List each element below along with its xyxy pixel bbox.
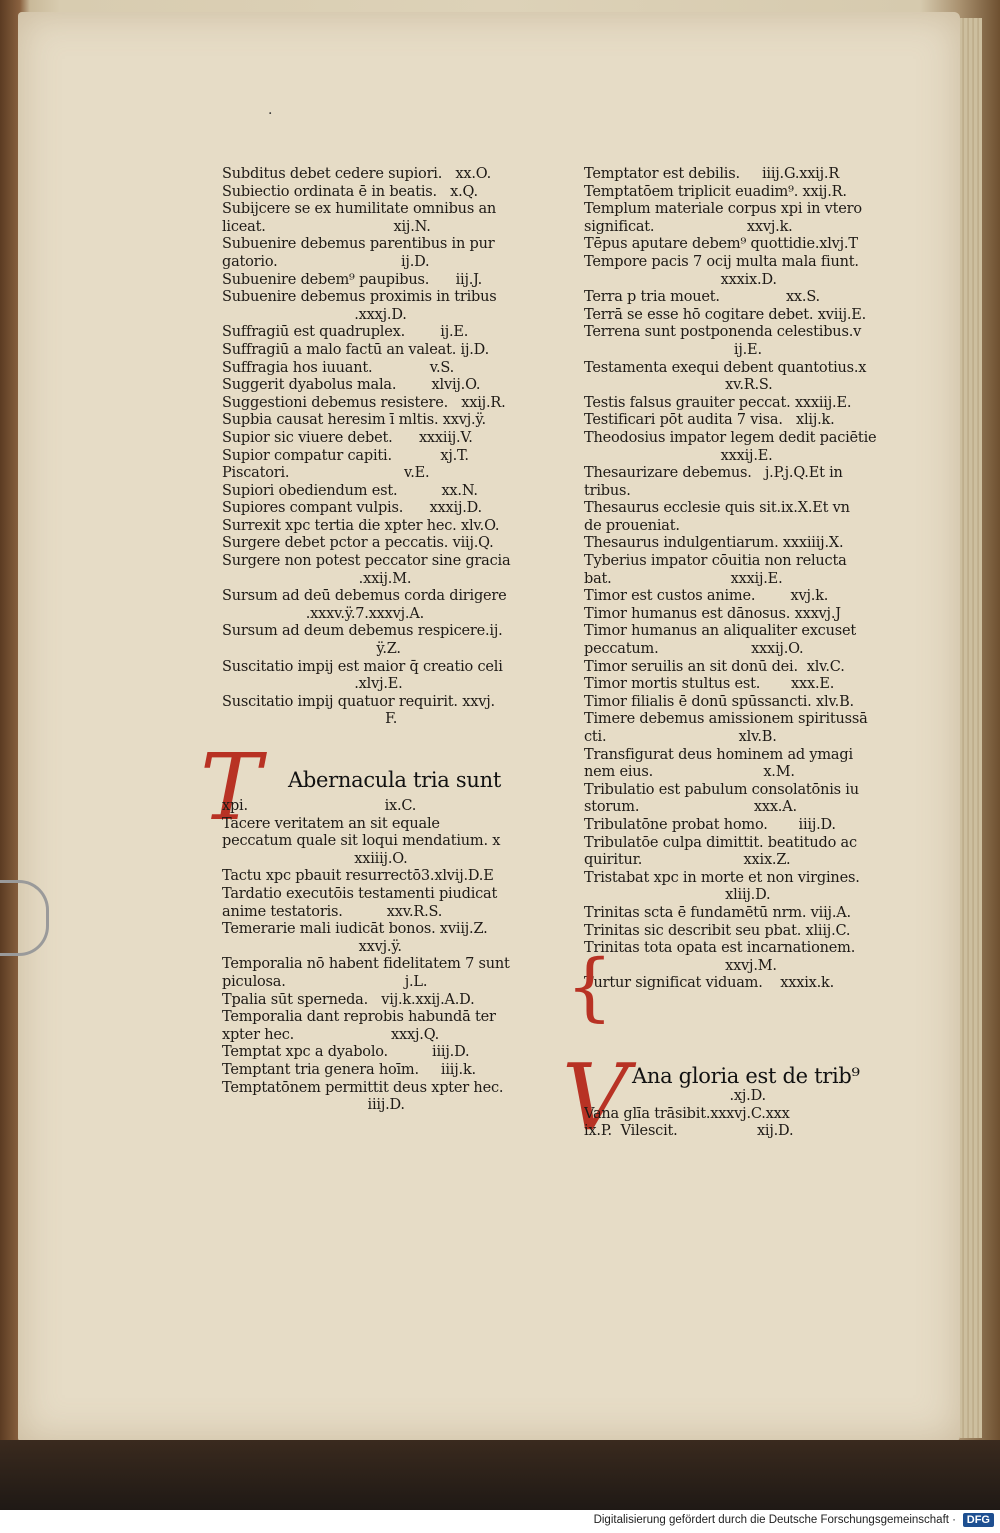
index-entry: Subijcere se ex humilitate omnibus an xyxy=(222,201,497,218)
index-entry: Vana glīa trāsibit.xxxvj.C.xxx xyxy=(584,1105,790,1122)
index-entry: Testis falsus grauiter peccat. xxxiij.E. xyxy=(584,394,852,411)
page-edges xyxy=(960,18,982,1438)
index-entry: Subiectio ordinata ē in beatis. x.Q. xyxy=(222,183,478,200)
index-entry: Supior compatur capiti. xj.T. xyxy=(222,447,469,464)
index-entry: Transfigurat deus hominem ad ymagi xyxy=(584,746,853,763)
index-entry: Tpalia sūt sperneda. vij.k.xxij.A.D. xyxy=(222,991,475,1008)
index-entry: Thesaurus ecclesie quis sit.ix.X.Et vn xyxy=(584,500,850,517)
index-entry: Supiores compant vulpis. xxxij.D. xyxy=(222,500,482,517)
index-entry: Surgere non potest peccator sine gracia xyxy=(222,553,511,570)
index-entry: Supbia causat heresim ī mltis. xxvj.ÿ. xyxy=(222,412,486,429)
footer-bar xyxy=(0,1510,1000,1533)
index-entry: Suffragiū a malo factū an valeat. ij.D. xyxy=(222,341,489,358)
index-entry: Suffragia hos iuuant. v.S. xyxy=(222,359,455,376)
index-entry: Suscitatio impij est maior q̄ creatio celi xyxy=(222,658,503,675)
left-column xyxy=(222,166,514,729)
index-entry: Temptator est debilis. iiij.G.xxij.R xyxy=(584,166,840,182)
initial-letter-v: V xyxy=(562,1044,629,1151)
index-entry: Templum materiale corpus xpi in vtero xyxy=(584,201,862,218)
left-entries-a xyxy=(222,166,514,729)
index-entry: Tribulatōne probat homo. iiij.D. xyxy=(584,816,836,833)
index-entry: nem eius. x.M. xyxy=(584,764,795,781)
index-entry: Tempore pacis 7 ocij multa mala fiunt. xyxy=(584,253,859,270)
index-entry: de proueniat. xyxy=(584,517,680,534)
index-entry: tribus. xyxy=(584,482,631,499)
index-entry: Terrena sunt postponenda celestibus.v xyxy=(584,324,862,341)
index-entry: Tribulatōe culpa dimittit. beatitudo ac xyxy=(584,834,857,851)
index-entry: Temporalia dant reprobis habundā ter xyxy=(222,1009,496,1026)
index-entry: ÿ.Z. xyxy=(222,641,401,658)
section-heading-v: Ana gloria est de trib⁹ xyxy=(632,1064,860,1088)
index-entry: Timor est custos anime. xvj.k. xyxy=(584,588,829,605)
index-entry: .xxxv.ÿ.7.xxxvj.A. xyxy=(222,605,425,622)
index-entry: Supior sic viuere debet. xxxiij.V. xyxy=(222,429,473,446)
index-entry: cti. xlv.B. xyxy=(584,729,777,745)
index-entry: Timor filialis ē donū spūssancti. xlv.B. xyxy=(584,693,854,710)
index-entry: Temerarie mali iudicāt bonos. xviij.Z. xyxy=(222,921,488,938)
index-entry: Trinitas scta ē fundamētū nrm. viij.A. xyxy=(584,904,851,921)
index-entry: Temporalia nō habent fidelitatem 7 sunt xyxy=(222,956,510,973)
index-entry: peccatum quale sit loqui mendatium. x xyxy=(222,833,501,850)
index-entry: Timere debemus amissionem spiritussā xyxy=(584,711,868,728)
index-entry: Piscatori. v.E. xyxy=(222,465,430,482)
index-entry: storum. xxx.A. xyxy=(584,799,797,816)
index-entry: xxxij.E. xyxy=(584,447,773,464)
index-entry: Temptatōem triplicit euadim⁹. xxij.R. xyxy=(584,183,847,200)
index-entry: Surrexit xpc tertia die xpter hec. xlv.O. xyxy=(222,517,500,534)
index-entry: Trinitas sic describit seu pbat. xliij.C. xyxy=(584,922,851,939)
index-entry: Timor humanus est dānosus. xxxvj.J xyxy=(584,605,841,622)
index-entry: Testificari pōt audita 7 visa. xlij.k. xyxy=(584,412,835,429)
index-entry: .xlvj.E. xyxy=(222,676,403,693)
index-entry: Trinitas tota opata est incarnationem. xyxy=(584,940,856,957)
index-entry: .xxij.M. xyxy=(222,570,412,587)
index-entry: Sursum ad deum debemus respicere.ij. xyxy=(222,623,503,640)
index-entry: Tristabat xpc in morte et non virgines. xyxy=(584,869,860,886)
left-entries-b xyxy=(222,798,514,1115)
index-entry: bat. xxxij.E. xyxy=(584,570,783,587)
footer-text: Digitalisierung gefördert durch die Deutsche Forschungsgemeinschaft · xyxy=(593,1514,956,1526)
index-entry: Surgere debet pctor a peccatis. viij.Q. xyxy=(222,535,494,552)
index-entry: Terrā se esse hō cogitare debet. xviij.E. xyxy=(584,306,867,323)
index-entry: Supiori obediendum est. xx.N. xyxy=(222,482,478,499)
index-entry: xxxix.D. xyxy=(584,271,777,288)
dfg-logo: DFG xyxy=(963,1513,994,1527)
index-entry: Thesaurizare debemus. j.P.j.Q.Et in xyxy=(584,465,843,482)
right-entries-b xyxy=(584,1088,882,1141)
index-entry: ij.E. xyxy=(584,341,762,358)
index-entry: quiritur. xxix.Z. xyxy=(584,852,791,869)
index-entry: iiij.D. xyxy=(222,1097,405,1114)
section-heading-t: Abernacula tria sunt xyxy=(288,768,501,792)
index-entry: Timor mortis stultus est. xxx.E. xyxy=(584,676,835,693)
index-entry: Tēpus aputare debem⁹ quottidie.xlvj.T xyxy=(584,236,858,253)
index-entry: Theodosius impator legem dedit paciētie xyxy=(584,429,877,446)
index-entry: Tribulatio est pabulum consolatōnis iu xyxy=(584,781,859,798)
book-clip xyxy=(0,880,49,956)
index-entry: Subuenire debemus parentibus in pur xyxy=(222,236,495,253)
red-bracket-mark: { xyxy=(566,944,614,1030)
index-entry: Temptant tria genera hoīm. iiij.k. xyxy=(222,1061,476,1078)
index-entry: liceat. xij.N. xyxy=(222,218,431,235)
index-entry: Suffragiū est quadruplex. ij.E. xyxy=(222,324,469,341)
index-entry: Turtur significat viduam. xxxix.k. xyxy=(584,975,835,992)
index-entry: Tacere veritatem an sit equale xyxy=(222,815,440,832)
index-entry: Suggestioni debemus resistere. xxij.R. xyxy=(222,394,506,411)
index-entry: xpter hec. xxxj.Q. xyxy=(222,1026,440,1043)
index-entry: Testamenta exequi debent quantotius.x xyxy=(584,359,867,376)
index-entry: Tactu xpc pbauit resurrectō3.xlvij.D.E xyxy=(222,868,494,885)
index-entry: Tardatio executōis testamenti piudicat xyxy=(222,885,498,902)
index-entry: Subditus debet cedere supiori. xx.O. xyxy=(222,166,491,182)
index-entry: Temptatōnem permittit deus xpter hec. xyxy=(222,1079,504,1096)
top-mark: · xyxy=(268,106,273,122)
right-column-lower xyxy=(584,1088,882,1141)
index-entry: piculosa. j.L. xyxy=(222,973,428,990)
index-entry: F. xyxy=(222,711,398,728)
index-entry: .xxxj.D. xyxy=(222,306,407,323)
initial-letter-t: T xyxy=(200,734,262,841)
index-entry: gatorio. ij.D. xyxy=(222,253,430,270)
index-entry: Subuenire debem⁹ paupibus. iij.J. xyxy=(222,271,483,288)
index-entry: Thesaurus indulgentiarum. xxxiiij.X. xyxy=(584,535,844,552)
right-column xyxy=(584,166,882,993)
index-entry: ix.P. Vilescit. xij.D. xyxy=(584,1123,794,1140)
index-entry: xpi. ix.C. xyxy=(222,798,417,814)
index-entry: Suscitatio impij quatuor requirit. xxvj. xyxy=(222,693,495,710)
index-entry: Terra p tria mouet. xx.S. xyxy=(584,289,820,306)
right-entries-a xyxy=(584,166,882,993)
index-entry: xxiiij.O. xyxy=(222,850,408,867)
left-column-lower xyxy=(222,798,514,1115)
index-entry: significat. xxvj.k. xyxy=(584,218,793,235)
index-entry: Tyberius impator cōuitia non relucta xyxy=(584,553,847,570)
index-entry: Temptat xpc a dyabolo. iiij.D. xyxy=(222,1044,470,1061)
index-entry: Timor humanus an aliqualiter excuset xyxy=(584,623,856,640)
index-entry: .xj.D. xyxy=(584,1088,766,1104)
index-entry: Suggerit dyabolus mala. xlvij.O. xyxy=(222,377,481,394)
index-entry: xxvj.M. xyxy=(584,957,777,974)
book-cover-bottom xyxy=(0,1440,1000,1510)
index-entry: xliij.D. xyxy=(584,887,771,904)
index-entry: xxvj.ÿ. xyxy=(222,938,402,955)
index-entry: Subuenire debemus proximis in tribus xyxy=(222,289,497,306)
index-entry: Timor seruilis an sit donū dei. xlv.C. xyxy=(584,658,845,675)
index-entry: Sursum ad deū debemus corda dirigere xyxy=(222,588,507,605)
index-entry: anime testatoris. xxv.R.S. xyxy=(222,903,443,920)
index-entry: peccatum. xxxij.O. xyxy=(584,641,804,658)
index-entry: xv.R.S. xyxy=(584,377,773,394)
